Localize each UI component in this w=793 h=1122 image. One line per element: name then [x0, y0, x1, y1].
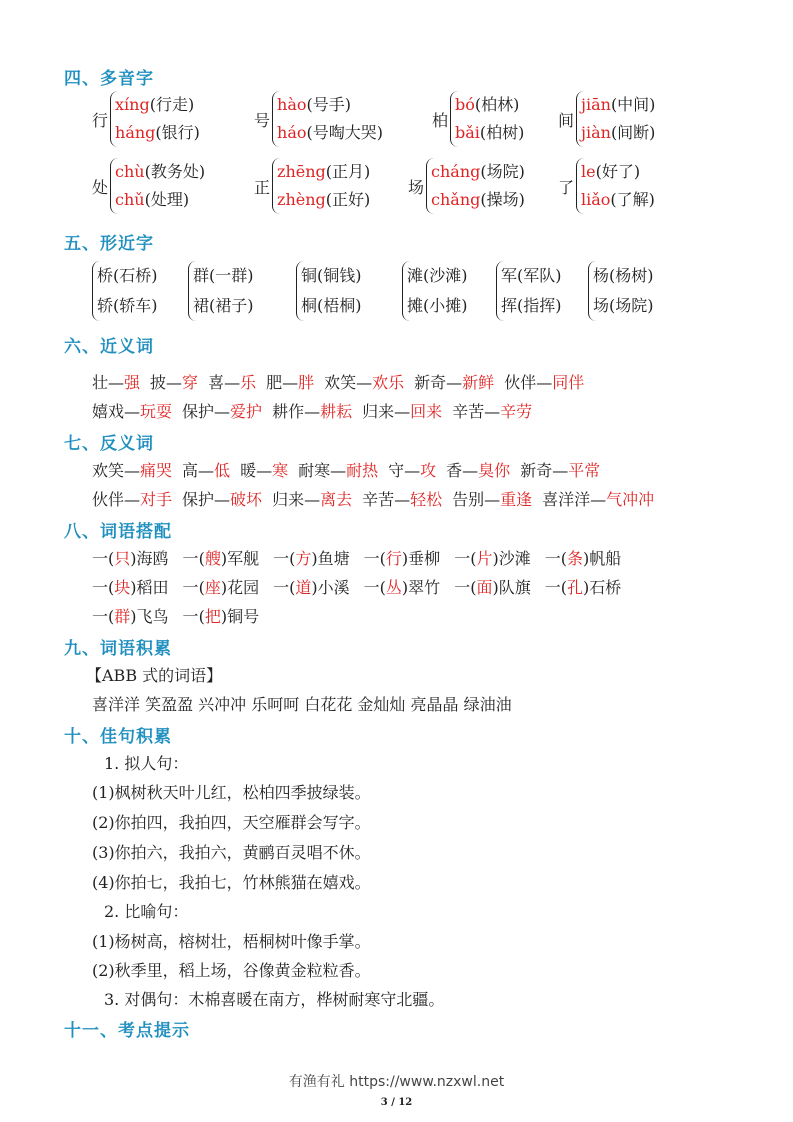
sentence-type-antithesis: 3. 对偶句：木棉喜暖在南方，桦树耐寒守北疆。: [104, 990, 445, 1009]
section-heading-word-accumulation: 九、词语积累: [64, 639, 172, 659]
measure-word: 方: [295, 549, 312, 568]
word: 披—: [150, 373, 183, 392]
measure-word: 孔: [567, 578, 584, 597]
collocations-row-2: [92, 575, 635, 598]
brace-group: [188, 261, 254, 321]
numeral: 一: [182, 578, 199, 597]
paren-close: ): [130, 549, 137, 568]
numeral: 一: [363, 578, 380, 597]
word: 欢笑—: [324, 373, 373, 392]
similar-char-word: 桥(石桥): [97, 266, 158, 285]
polyphone-entry: [432, 91, 524, 147]
paren-close: ): [220, 607, 228, 626]
paren-close: ): [492, 549, 499, 568]
word: 伙伴—: [504, 373, 553, 392]
synonym-pair: [182, 402, 262, 421]
example-word: (号手): [306, 95, 351, 114]
collocation-item: [273, 578, 350, 597]
polyphone-entry: [254, 158, 370, 214]
similar-char-word: 滩(沙滩): [407, 266, 468, 285]
section-heading-synonyms: 六、近义词: [64, 337, 154, 357]
answer-word: 辛劳: [500, 402, 533, 421]
paren-open: (: [470, 549, 477, 568]
measure-word: 行: [385, 549, 402, 568]
paren-close: ): [311, 549, 318, 568]
paren-close: ): [130, 607, 137, 626]
example-word: (柏树): [479, 123, 525, 142]
brace-group: [588, 261, 654, 321]
similar-char-word: 群(一群): [193, 266, 254, 285]
reading-line: [277, 158, 370, 186]
reading-line: [431, 186, 525, 214]
antonym-pair: [272, 490, 352, 509]
similar-char-pair: [496, 261, 562, 321]
pinyin: chǎng: [431, 190, 481, 209]
answer-word: 气冲冲: [606, 490, 655, 509]
pinyin: zhèng: [277, 190, 326, 209]
pinyin: zhēng: [277, 162, 326, 181]
answer-word: 爱护: [230, 402, 263, 421]
pinyin: cháng: [431, 162, 481, 181]
collocation-item: [183, 549, 260, 568]
synonym-pair: [208, 373, 256, 392]
word: 喜—: [208, 373, 241, 392]
synonyms-row-2: [92, 399, 542, 422]
polyphone-char: 行: [92, 110, 109, 130]
collocation-item: [183, 578, 260, 597]
noun: 帆船: [589, 549, 622, 568]
collocation-item: [92, 607, 169, 626]
word: 耐寒—: [298, 461, 347, 480]
synonym-pair: [92, 373, 140, 392]
paren-open: (: [289, 549, 296, 568]
similar-char-word: 摊(小摊): [407, 296, 468, 315]
measure-word: 道: [295, 578, 312, 597]
measure-word: 块: [114, 578, 131, 597]
noun: 石桥: [589, 578, 622, 597]
numeral: 一: [454, 549, 471, 568]
example-word: (正好): [325, 190, 371, 209]
numeral: 一: [182, 607, 199, 626]
brace-group: [576, 91, 655, 147]
paren-close: ): [220, 549, 228, 568]
word: 新奇—: [520, 461, 569, 480]
numeral: 一: [182, 549, 199, 568]
similar-char-pair: [588, 261, 654, 321]
similar-char-pair: [188, 261, 254, 321]
noun: 海鸥: [136, 549, 169, 568]
antonym-pair: [520, 461, 600, 480]
word: 高—: [182, 461, 215, 480]
word: 新奇—: [414, 373, 463, 392]
abb-words: 喜洋洋 笑盈盈 兴冲冲 乐呵呵 白花花 金灿灿 亮晶晶 绿油油: [92, 695, 512, 714]
pinyin: xíng: [115, 95, 150, 114]
section-heading-good-sentences: 十、佳句积累: [64, 727, 172, 747]
reading-line: [115, 119, 200, 147]
brace-group: [296, 261, 362, 321]
measure-word: 面: [476, 578, 493, 597]
paren-open: (: [198, 578, 205, 597]
brace-group: [110, 91, 200, 147]
noun: 队旗: [498, 578, 531, 597]
answer-word: 攻: [420, 461, 437, 480]
similar-char-pair: [296, 261, 362, 321]
numeral: 一: [273, 549, 290, 568]
collocation-item: [364, 549, 441, 568]
word: 肥—: [266, 373, 299, 392]
reading-line: [455, 119, 524, 147]
paren-close: ): [311, 578, 318, 597]
noun: 花园: [227, 578, 260, 597]
numeral: 一: [92, 549, 109, 568]
measure-word: 丛: [385, 578, 402, 597]
reading-line: [277, 186, 370, 214]
collocations-row-3: [92, 604, 273, 627]
numeral: 一: [92, 578, 109, 597]
synonym-pair: [324, 373, 404, 392]
word: 告别—: [452, 490, 501, 509]
answer-word: 重逢: [500, 490, 533, 509]
collocation-item: [545, 578, 622, 597]
brace-group: [92, 261, 158, 321]
paren-open: (: [560, 549, 567, 568]
answer-word: 离去: [320, 490, 353, 509]
section-heading-exam-tips: 十一、考点提示: [64, 1021, 190, 1041]
sentence-line: (1)枫树秋天叶儿红，松柏四季披绿装。: [92, 783, 371, 802]
paren-open: (: [108, 607, 115, 626]
example-word: (正月): [325, 162, 371, 181]
paren-close: ): [401, 578, 409, 597]
answer-word: 回来: [410, 402, 443, 421]
noun: 稻田: [136, 578, 169, 597]
similar-char-word: 挥(指挥): [501, 296, 562, 315]
noun: 垂柳: [408, 549, 441, 568]
paren-open: (: [560, 578, 567, 597]
brace-group: [402, 261, 468, 321]
polyphone-char: 号: [254, 110, 271, 130]
antonym-pair: [240, 461, 288, 480]
section-heading-polyphones: 四、多音字: [64, 69, 154, 89]
word: 伙伴—: [92, 490, 141, 509]
paren-close: ): [401, 549, 409, 568]
noun: 铜号: [227, 607, 260, 626]
synonym-pair: [92, 402, 172, 421]
example-word: (操场): [480, 190, 525, 209]
paren-close: ): [583, 549, 590, 568]
sentence-line: (1)杨树高，榕树壮，梧桐树叶像手掌。: [92, 932, 371, 951]
numeral: 一: [544, 578, 561, 597]
measure-word: 把: [204, 607, 221, 626]
sentence-type-metaphor: 2. 比喻句：: [104, 902, 189, 921]
paren-open: (: [198, 607, 205, 626]
antonym-pair: [92, 490, 172, 509]
answer-word: 痛哭: [140, 461, 173, 480]
paren-open: (: [379, 578, 386, 597]
similar-char-word: 军(军队): [501, 266, 562, 285]
polyphone-char: 间: [558, 110, 575, 130]
antonym-pair: [446, 461, 510, 480]
example-word: (行走): [149, 95, 195, 114]
polyphone-char: 了: [558, 177, 575, 197]
word: 喜洋洋—: [542, 490, 607, 509]
brace-group: [426, 158, 525, 214]
antonym-pair: [542, 490, 654, 509]
example-word: (间断): [610, 123, 656, 142]
example-word: (好了): [595, 162, 641, 181]
antonym-pair: [182, 461, 230, 480]
collocation-item: [183, 607, 260, 626]
footer-watermark: 有渔有礼 https://www.nzxwl.net: [288, 1074, 505, 1090]
word: 暖—: [240, 461, 273, 480]
brace-group: [450, 91, 524, 147]
reading-line: [581, 119, 655, 147]
measure-word: 座: [204, 578, 221, 597]
polyphone-entry: [92, 158, 205, 214]
measure-word: 条: [567, 549, 584, 568]
example-word: (银行): [155, 123, 200, 142]
synonym-pair: [150, 373, 198, 392]
word: 欢笑—: [92, 461, 141, 480]
polyphone-entry: [408, 158, 525, 214]
pinyin: le: [581, 162, 596, 181]
polyphone-entry: [254, 91, 383, 147]
answer-word: 轻松: [410, 490, 443, 509]
antonyms-row-2: [92, 487, 664, 510]
similar-char-word: 杨(杨树): [593, 266, 654, 285]
paren-close: ): [492, 578, 499, 597]
similar-char-word: 铜(铜钱): [301, 266, 362, 285]
noun: 鱼塘: [317, 549, 350, 568]
noun: 沙滩: [498, 549, 531, 568]
answer-word: 穿: [182, 373, 199, 392]
reading-line: [115, 91, 200, 119]
collocations-row-1: [92, 546, 635, 569]
polyphone-entry: [558, 91, 655, 147]
sentence-type-personification: 1. 拟人句：: [104, 754, 189, 773]
collocation-item: [92, 549, 169, 568]
pinyin: háng: [115, 123, 156, 142]
answer-word: 平常: [568, 461, 601, 480]
word: 保护—: [182, 402, 231, 421]
similar-char-word: 轿(轿车): [97, 296, 158, 315]
pinyin: chǔ: [115, 190, 145, 209]
section-heading-similar-chars: 五、形近字: [64, 234, 154, 254]
noun: 翠竹: [408, 578, 441, 597]
abb-title: 【ABB 式的词语】: [86, 666, 223, 685]
reading-line: [277, 91, 383, 119]
brace-group: [272, 91, 383, 147]
reading-line: [115, 186, 205, 214]
pinyin: bǎi: [455, 123, 480, 142]
pinyin: háo: [277, 123, 307, 142]
similar-char-word: 场(场院): [593, 296, 654, 315]
paren-open: (: [289, 578, 296, 597]
synonyms-row-1: [92, 370, 594, 393]
answer-word: 强: [124, 373, 141, 392]
brace-group: [496, 261, 562, 321]
answer-word: 臭你: [478, 461, 511, 480]
word: 香—: [446, 461, 479, 480]
reading-line: [581, 158, 655, 186]
numeral: 一: [363, 549, 380, 568]
section-heading-antonyms: 七、反义词: [64, 434, 154, 454]
polyphone-char: 处: [92, 177, 109, 197]
reading-line: [455, 91, 524, 119]
reading-line: [581, 186, 655, 214]
synonym-pair: [504, 373, 584, 392]
paren-close: ): [220, 578, 228, 597]
example-word: (场院): [480, 162, 525, 181]
antonym-pair: [388, 461, 436, 480]
paren-open: (: [470, 578, 477, 597]
synonym-pair: [452, 402, 532, 421]
paren-open: (: [379, 549, 386, 568]
polyphone-char: 柏: [432, 110, 449, 130]
similar-char-pair: [402, 261, 468, 321]
antonym-pair: [92, 461, 172, 480]
reading-line: [115, 158, 205, 186]
sentence-line: (2)秋季里，稻上场，谷像黄金粒粒香。: [92, 961, 371, 980]
pinyin: bó: [455, 95, 475, 114]
answer-word: 玩耍: [140, 402, 173, 421]
antonym-pair: [452, 490, 532, 509]
brace-group: [576, 158, 655, 214]
collocation-item: [273, 549, 350, 568]
example-word: (处理): [144, 190, 190, 209]
pinyin: chù: [115, 162, 145, 181]
answer-word: 胖: [298, 373, 315, 392]
paren-open: (: [108, 578, 115, 597]
noun: 飞鸟: [136, 607, 169, 626]
measure-word: 只: [114, 549, 131, 568]
pinyin: jiān: [581, 95, 611, 114]
antonym-pair: [182, 490, 262, 509]
paren-open: (: [108, 549, 115, 568]
word: 耕作—: [272, 402, 321, 421]
collocation-item: [364, 578, 441, 597]
synonym-pair: [362, 402, 442, 421]
word: 嬉戏—: [92, 402, 141, 421]
numeral: 一: [92, 607, 109, 626]
answer-word: 对手: [140, 490, 173, 509]
similar-char-word: 桐(梧桐): [301, 296, 362, 315]
polyphone-entry: [92, 91, 200, 147]
example-word: (教务处): [144, 162, 206, 181]
similar-char-pair: [92, 261, 158, 321]
pinyin: hào: [277, 95, 307, 114]
example-word: (号啕大哭): [306, 123, 383, 142]
word: 保护—: [182, 490, 231, 509]
example-word: (中间): [610, 95, 656, 114]
noun: 小溪: [317, 578, 350, 597]
example-word: (柏林): [474, 95, 520, 114]
collocation-item: [454, 549, 531, 568]
example-word: (了解): [610, 190, 655, 209]
sentence-line: (3)你拍六，我拍六，黄鹂百灵唱不休。: [92, 843, 371, 862]
collocation-item: [545, 549, 622, 568]
polyphone-char: 场: [408, 177, 425, 197]
answer-word: 欢乐: [372, 373, 405, 392]
answer-word: 寒: [272, 461, 289, 480]
word: 归来—: [362, 402, 411, 421]
word: 辛苦—: [452, 402, 501, 421]
noun: 军舰: [227, 549, 260, 568]
word: 辛苦—: [362, 490, 411, 509]
answer-word: 破坏: [230, 490, 263, 509]
page-number: 3 / 12: [380, 1097, 413, 1108]
measure-word: 片: [476, 549, 493, 568]
measure-word: 群: [114, 607, 131, 626]
answer-word: 耐热: [346, 461, 379, 480]
reading-line: [581, 91, 655, 119]
paren-close: ): [583, 578, 590, 597]
collocation-item: [92, 578, 169, 597]
reading-line: [277, 119, 383, 147]
answer-word: 耕耘: [320, 402, 353, 421]
synonym-pair: [414, 373, 494, 392]
paren-close: ): [130, 578, 137, 597]
pinyin: jiàn: [581, 123, 611, 142]
pinyin: liǎo: [581, 190, 611, 209]
section-heading-collocations: 八、词语搭配: [64, 522, 172, 542]
antonyms-row-1: [92, 458, 610, 481]
answer-word: 乐: [240, 373, 257, 392]
answer-word: 同伴: [552, 373, 585, 392]
antonym-pair: [362, 490, 442, 509]
synonym-pair: [266, 373, 314, 392]
collocation-item: [454, 578, 531, 597]
numeral: 一: [273, 578, 290, 597]
word: 壮—: [92, 373, 125, 392]
sentence-line: (4)你拍七，我拍七，竹林熊猫在嬉戏。: [92, 873, 371, 892]
reading-line: [431, 158, 525, 186]
synonym-pair: [272, 402, 352, 421]
antonym-pair: [298, 461, 378, 480]
paren-open: (: [198, 549, 205, 568]
measure-word: 艘: [204, 549, 221, 568]
word: 归来—: [272, 490, 321, 509]
polyphone-char: 正: [254, 177, 271, 197]
numeral: 一: [454, 578, 471, 597]
numeral: 一: [544, 549, 561, 568]
polyphone-entry: [558, 158, 655, 214]
answer-word: 低: [214, 461, 231, 480]
similar-char-word: 裙(裙子): [193, 296, 254, 315]
word: 守—: [388, 461, 421, 480]
sentence-line: (2)你拍四，我拍四，天空雁群会写字。: [92, 813, 371, 832]
brace-group: [110, 158, 205, 214]
brace-group: [272, 158, 370, 214]
answer-word: 新鲜: [462, 373, 495, 392]
